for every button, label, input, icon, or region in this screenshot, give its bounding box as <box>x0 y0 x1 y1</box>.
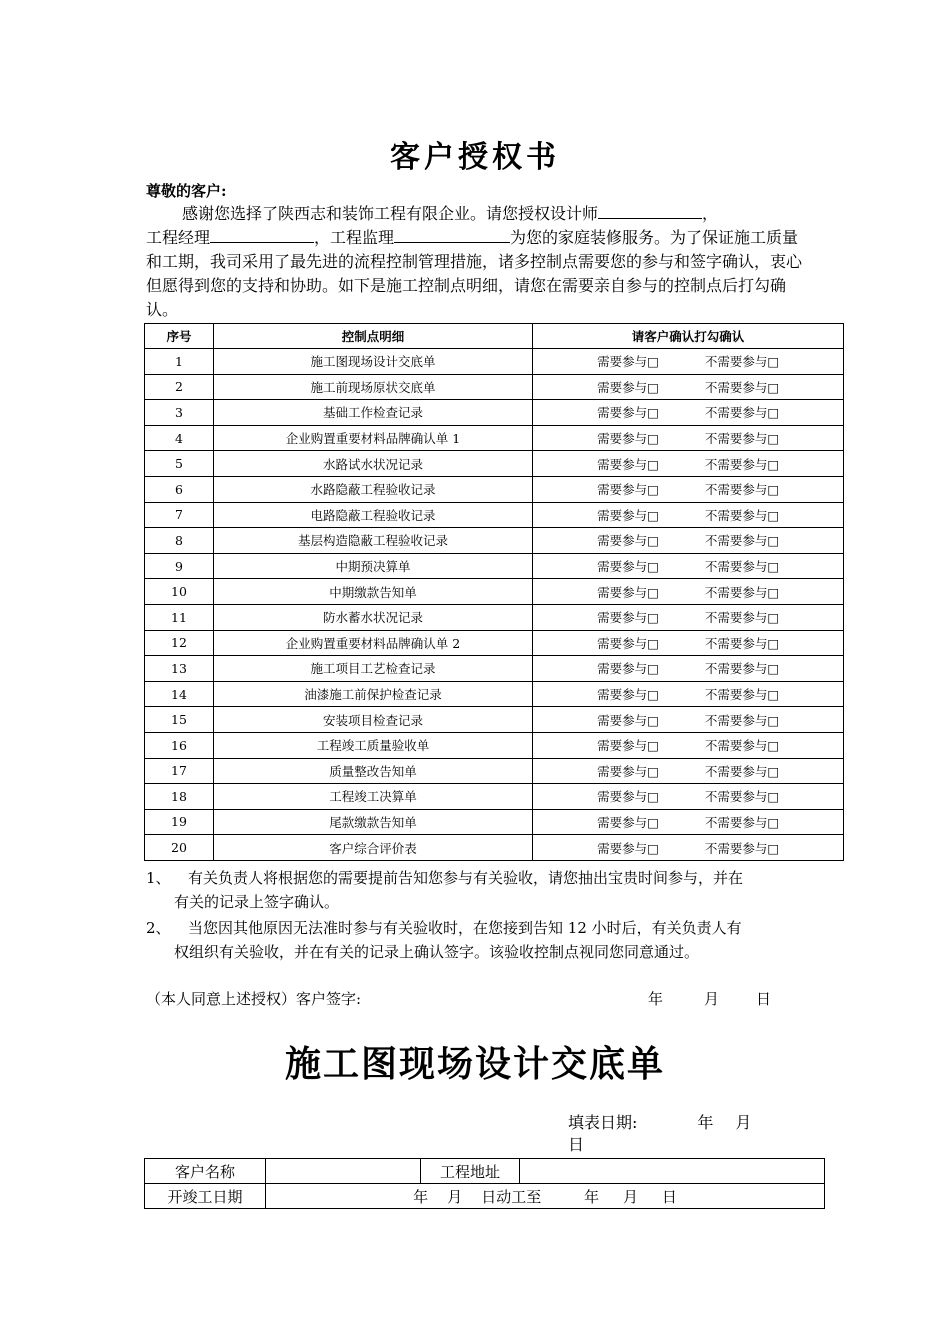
row-options <box>533 784 844 810</box>
need-participate-checkbox[interactable]: 需要参与□ <box>597 738 659 754</box>
fill-date <box>568 1112 768 1156</box>
need-participate-checkbox[interactable]: 需要参与□ <box>597 814 659 830</box>
table-row <box>145 400 844 426</box>
no-need-participate-checkbox[interactable]: 不需要参与□ <box>704 814 780 830</box>
signature-date <box>648 988 771 1009</box>
note-1-number: 1、 <box>146 869 171 887</box>
table-row <box>145 681 844 707</box>
table-row <box>145 604 844 630</box>
table-row <box>145 758 844 784</box>
row-number: 18 <box>145 784 214 810</box>
note-1-line1: 有关负责人将根据您的需要提前告知您参与有关验收，请您抽出宝贵时间参与，并在 <box>188 869 744 887</box>
need-participate-checkbox[interactable]: 需要参与□ <box>597 661 659 677</box>
no-need-participate-checkbox[interactable]: 不需要参与□ <box>704 354 780 370</box>
need-participate-checkbox[interactable]: 需要参与□ <box>597 610 659 626</box>
fill-date-label: 填表日期: <box>568 1113 638 1132</box>
no-need-participate-checkbox[interactable]: 不需要参与□ <box>704 738 780 754</box>
document-title: 客户授权书 <box>390 140 560 175</box>
row-number: 8 <box>145 528 214 554</box>
note-2-line1: 当您因其他原因无法准时参与有关验收时，在您接到告知 12 小时后，有关负责人有 <box>188 919 742 937</box>
signature-label: （本人同意上述授权）客户签字: <box>146 990 362 1008</box>
notes <box>146 866 816 966</box>
control-points-table <box>144 323 844 861</box>
row-options <box>533 476 844 502</box>
intro-paragraph <box>146 202 811 322</box>
row-number: 13 <box>145 656 214 682</box>
greeting: 尊敬的客户: <box>146 182 227 200</box>
fill-year: 年 <box>697 1113 714 1132</box>
row-number: 5 <box>145 451 214 477</box>
note-1-line2: 有关的记录上签字确认。 <box>174 893 340 911</box>
intro-text-2c: 为您的家庭装修服务。为了保证施工质量和工期，我司采用了最先进的流程控制管理措施，诸多控制点需要您的参与和签字确认，衷心但愿得到您的支持和协助。如下是施工控制点明细，请您在需要亲自参与的控制点后打勾确认。 <box>146 228 803 319</box>
row-item: 中期缴款告知单 <box>214 579 533 605</box>
no-need-participate-checkbox[interactable]: 不需要参与□ <box>704 687 780 703</box>
need-participate-checkbox[interactable]: 需要参与□ <box>597 379 659 395</box>
manager-blank[interactable] <box>210 226 314 243</box>
note-2 <box>146 916 816 964</box>
row-number: 9 <box>145 553 214 579</box>
row-item: 油漆施工前保护检查记录 <box>214 681 533 707</box>
no-need-participate-checkbox[interactable]: 不需要参与□ <box>704 431 780 447</box>
row-options <box>533 604 844 630</box>
row-number: 15 <box>145 707 214 733</box>
row-number: 4 <box>145 425 214 451</box>
table-row <box>145 374 844 400</box>
no-need-participate-checkbox[interactable]: 不需要参与□ <box>704 840 780 856</box>
row-item: 企业购置重要材料品牌确认单 1 <box>214 425 533 451</box>
signature-day: 日 <box>756 990 772 1008</box>
no-need-participate-checkbox[interactable]: 不需要参与□ <box>704 482 780 498</box>
no-need-participate-checkbox[interactable]: 不需要参与□ <box>704 456 780 472</box>
table-header-row <box>145 324 844 349</box>
row-item: 工程竣工质量验收单 <box>214 732 533 758</box>
need-participate-checkbox[interactable]: 需要参与□ <box>597 482 659 498</box>
row-options <box>533 707 844 733</box>
intro-text-2a: 工程经理 <box>146 228 211 247</box>
form-title: 施工图现场设计交底单 <box>284 1043 665 1085</box>
row-item: 企业购置重要材料品牌确认单 2 <box>214 630 533 656</box>
row-number: 1 <box>145 349 214 375</box>
row-number: 6 <box>145 476 214 502</box>
header-confirm: 请客户确认打勾确认 <box>533 324 844 349</box>
no-need-participate-checkbox[interactable]: 不需要参与□ <box>704 763 780 779</box>
row-options <box>533 809 844 835</box>
row-item: 施工项目工艺检查记录 <box>214 656 533 682</box>
intro-text-1-end: ， <box>702 204 719 223</box>
row-item: 基础工作检查记录 <box>214 400 533 426</box>
no-need-participate-checkbox[interactable]: 不需要参与□ <box>704 584 780 600</box>
no-need-participate-checkbox[interactable]: 不需要参与□ <box>704 712 780 728</box>
table-row <box>145 553 844 579</box>
row-options <box>533 579 844 605</box>
project-info-table <box>144 1158 825 1209</box>
note-2-line2: 权组织有关验收，并在有关的记录上确认签字。该验收控制点视同您同意通过。 <box>174 943 700 961</box>
row-number: 19 <box>145 809 214 835</box>
need-participate-checkbox[interactable]: 需要参与□ <box>597 507 659 523</box>
row-number: 2 <box>145 374 214 400</box>
info-row-1 <box>145 1159 825 1184</box>
no-need-participate-checkbox[interactable]: 不需要参与□ <box>704 610 780 626</box>
row-options <box>533 732 844 758</box>
row-options <box>533 681 844 707</box>
project-address-field[interactable] <box>520 1159 825 1184</box>
row-options <box>533 553 844 579</box>
table-row <box>145 732 844 758</box>
row-number: 17 <box>145 758 214 784</box>
no-need-participate-checkbox[interactable]: 不需要参与□ <box>704 789 780 805</box>
row-item: 电路隐蔽工程验收记录 <box>214 502 533 528</box>
need-participate-checkbox[interactable]: 需要参与□ <box>597 456 659 472</box>
intro-text-1: 感谢您选择了陕西志和装饰工程有限企业。请您授权设计师 <box>182 204 599 223</box>
need-participate-checkbox[interactable]: 需要参与□ <box>597 533 659 549</box>
header-item: 控制点明细 <box>214 324 533 349</box>
row-number: 11 <box>145 604 214 630</box>
customer-name-field[interactable] <box>266 1159 421 1184</box>
table-row <box>145 502 844 528</box>
row-number: 10 <box>145 579 214 605</box>
need-participate-checkbox[interactable]: 需要参与□ <box>597 840 659 856</box>
signature-month: 月 <box>704 990 720 1008</box>
no-need-participate-checkbox[interactable]: 不需要参与□ <box>704 379 780 395</box>
no-need-participate-checkbox[interactable]: 不需要参与□ <box>704 405 780 421</box>
row-number: 16 <box>145 732 214 758</box>
row-options <box>533 758 844 784</box>
row-options <box>533 425 844 451</box>
note-1 <box>146 866 816 914</box>
row-item: 尾款缴款告知单 <box>214 809 533 835</box>
need-participate-checkbox[interactable]: 需要参与□ <box>597 635 659 651</box>
need-participate-checkbox[interactable]: 需要参与□ <box>597 354 659 370</box>
row-options <box>533 451 844 477</box>
fill-day: 日 <box>568 1135 585 1154</box>
row-number: 7 <box>145 502 214 528</box>
table-row <box>145 630 844 656</box>
row-options <box>533 502 844 528</box>
table-row <box>145 707 844 733</box>
note-2-number: 2、 <box>146 919 171 937</box>
need-participate-checkbox[interactable]: 需要参与□ <box>597 789 659 805</box>
row-item: 施工图现场设计交底单 <box>214 349 533 375</box>
need-participate-checkbox[interactable]: 需要参与□ <box>597 763 659 779</box>
row-number: 14 <box>145 681 214 707</box>
row-number: 3 <box>145 400 214 426</box>
no-need-participate-checkbox[interactable]: 不需要参与□ <box>704 559 780 575</box>
need-participate-checkbox[interactable]: 需要参与□ <box>597 431 659 447</box>
need-participate-checkbox[interactable]: 需要参与□ <box>597 712 659 728</box>
row-options <box>533 349 844 375</box>
table-row <box>145 835 844 861</box>
row-item: 工程竣工决算单 <box>214 784 533 810</box>
table-row <box>145 349 844 375</box>
no-need-participate-checkbox[interactable]: 不需要参与□ <box>704 635 780 651</box>
row-item: 中期预决算单 <box>214 553 533 579</box>
row-options <box>533 400 844 426</box>
supervisor-blank[interactable] <box>394 226 510 243</box>
need-participate-checkbox[interactable]: 需要参与□ <box>597 584 659 600</box>
row-number: 12 <box>145 630 214 656</box>
designer-blank[interactable] <box>598 202 702 219</box>
row-options <box>533 630 844 656</box>
row-item: 质量整改告知单 <box>214 758 533 784</box>
customer-name-label: 客户名称 <box>145 1159 266 1184</box>
table-row <box>145 579 844 605</box>
signature-year: 年 <box>648 990 664 1008</box>
need-participate-checkbox[interactable]: 需要参与□ <box>597 687 659 703</box>
row-options <box>533 374 844 400</box>
table-row <box>145 425 844 451</box>
row-options <box>533 835 844 861</box>
row-item: 客户综合评价表 <box>214 835 533 861</box>
no-need-participate-checkbox[interactable]: 不需要参与□ <box>704 507 780 523</box>
table-row <box>145 784 844 810</box>
intro-text-2b: ，工程监理 <box>314 228 395 247</box>
dates-field[interactable]: 年 月 日动工至 年 月 日 <box>266 1184 825 1209</box>
row-item: 基层构造隐蔽工程验收记录 <box>214 528 533 554</box>
table-row <box>145 528 844 554</box>
row-options <box>533 656 844 682</box>
no-need-participate-checkbox[interactable]: 不需要参与□ <box>704 661 780 677</box>
info-row-2 <box>145 1184 825 1209</box>
table-row <box>145 809 844 835</box>
row-item: 安装项目检查记录 <box>214 707 533 733</box>
row-item: 水路试水状况记录 <box>214 451 533 477</box>
table-row <box>145 476 844 502</box>
project-address-label: 工程地址 <box>421 1159 520 1184</box>
row-item: 施工前现场原状交底单 <box>214 374 533 400</box>
need-participate-checkbox[interactable]: 需要参与□ <box>597 405 659 421</box>
row-item: 防水蓄水状况记录 <box>214 604 533 630</box>
signature-row <box>146 988 786 1009</box>
need-participate-checkbox[interactable]: 需要参与□ <box>597 559 659 575</box>
fill-month: 月 <box>735 1113 752 1132</box>
header-no: 序号 <box>145 324 214 349</box>
dates-label: 开竣工日期 <box>145 1184 266 1209</box>
table-row <box>145 451 844 477</box>
row-number: 20 <box>145 835 214 861</box>
row-item: 水路隐蔽工程验收记录 <box>214 476 533 502</box>
row-options <box>533 528 844 554</box>
no-need-participate-checkbox[interactable]: 不需要参与□ <box>704 533 780 549</box>
table-row <box>145 656 844 682</box>
